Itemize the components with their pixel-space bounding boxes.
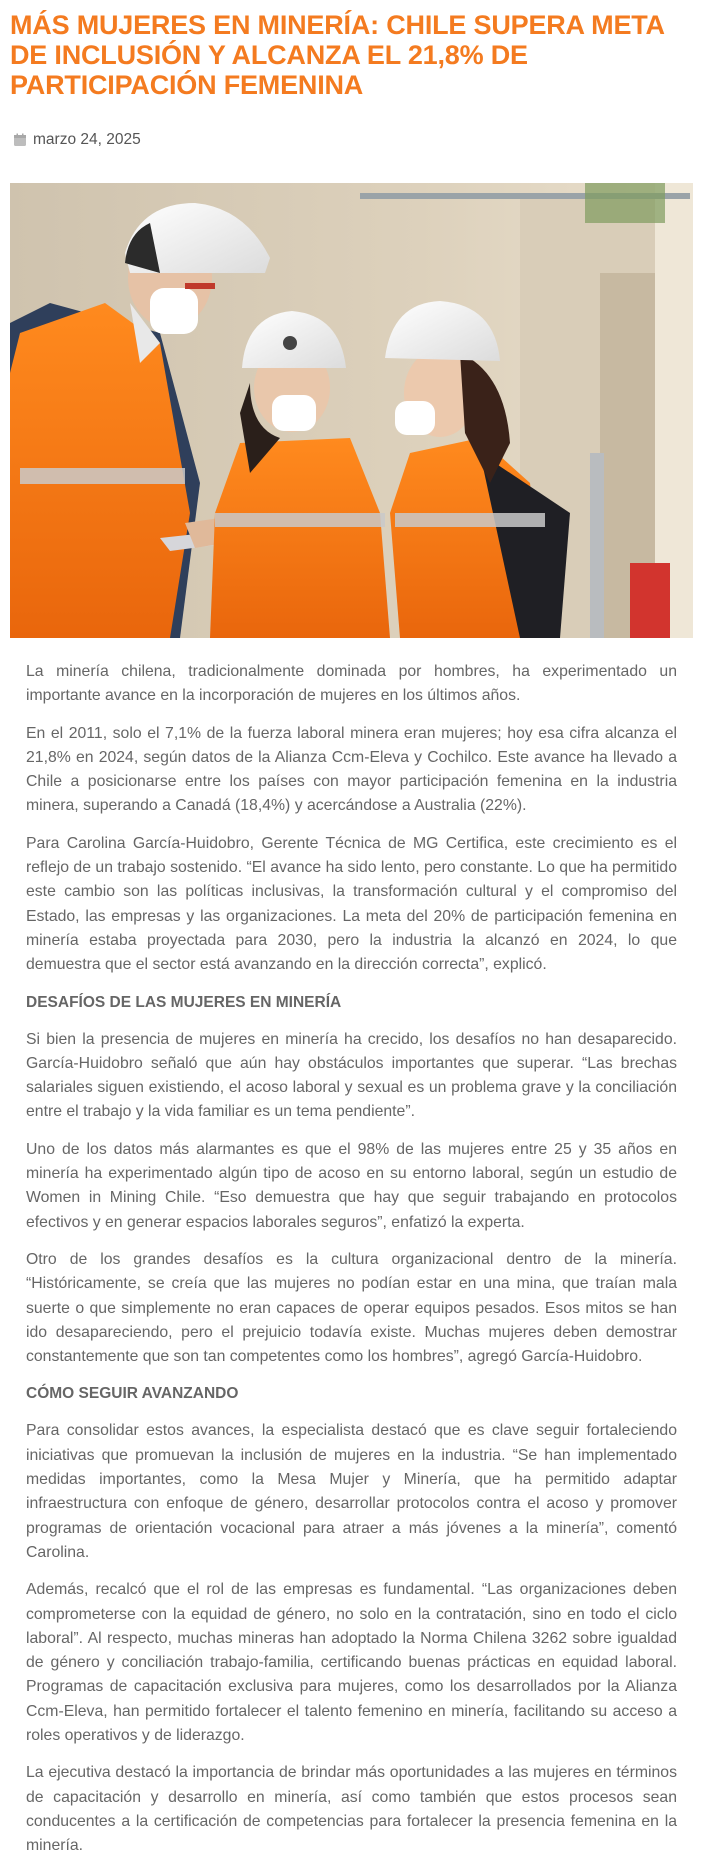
- paragraph: La minería chilena, tradicionalmente dominada por hombres, ha experimentado un importante avance en la incorporación de mujeres en los últimos años.: [26, 663, 677, 705]
- paragraph: La ejecutiva destacó la importancia de brindar más oportunidades a las mujeres en términos de capacitación y desarrollo en minería, así como también que estos procesos sean conducentes a la certificación de competencias para fortalecer la presencia femenina en la minería.: [26, 1764, 677, 1855]
- article-title: MÁS MUJERES EN MINERÍA: CHILE SUPERA META DE INCLUSIÓN Y ALCANZA EL 21,8% DE PARTICIPACIÓN FEMENINA: [10, 10, 664, 100]
- paragraph: Uno de los datos más alarmantes es que el 98% de las mujeres entre 25 y 35 años en minería ha experimentado algún tipo de acoso en su entorno laboral, según un estudio de Women in Mining Chile. “Eso demuestra que hay que seguir trabajando en protocolos efectivos y en generar espacios laborales seguros”, enfatizó la experta.: [26, 1140, 677, 1231]
- section-heading: CÓMO SEGUIR AVANZANDO: [26, 1385, 239, 1403]
- article-body: [0, 638, 701, 1858]
- section-heading: DESAFÍOS DE LAS MUJERES EN MINERÍA: [26, 993, 342, 1011]
- paragraph: Si bien la presencia de mujeres en minería ha crecido, los desafíos no han desaparecido. García-Huidobro señaló que aún hay obstáculos importantes que superar. “Las brechas salariales siguen existiendo, el acoso laboral y sexual es un problema grave y la conciliación entre el trabajo y la vida familiar es un tema pendiente”.: [26, 1030, 677, 1121]
- paragraph: Para consolidar estos avances, la especialista destacó que es clave seguir fortaleciendo iniciativas que promuevan la inclusión de mujeres en la industria. “Se han implementado medidas importantes, como la Mesa Mujer y Minería, que ha permitido adaptar infraestructura con enfoque de género, desarrollar protocolos contra el acoso y promover programas de orientación vocacional para atraer a más jóvenes a la minería”, comentó Carolina.: [26, 1422, 677, 1561]
- article-date: marzo 24, 2025: [33, 131, 141, 148]
- paragraph: Además, recalcó que el rol de las empresas es fundamental. “Las organizaciones deben comprometerse con la equidad de género, no solo en la contratación, sino en todo el ciclo laboral”. Al respecto, muchas mineras han adoptado la Norma Chilena 3262 sobre igualdad de género y conciliación trabajo-familia, certificando buenas prácticas en equidad laboral. Programas de capacitación exclusiva para mujeres, como los desarrollados por la Alianza Ccm-Eleva, han permitido fortalecer el talento femenino en minería, facilitando su acceso a roles operativos y de liderazgo.: [26, 1581, 677, 1744]
- paragraph: Para Carolina García-Huidobro, Gerente Técnica de MG Certifica, este crecimiento es el reflejo de un trabajo sostenido. “El avance ha sido lento, pero constante. Lo que ha permitido este cambio son las políticas inclusivas, la transformación cultural y el compromiso del Estado, las empresas y las organizaciones. La meta del 20% de participación femenina en minería estaba proyectada para 2030, pero la industria la alcanzó en 2024, lo que demuestra que el sector está avanzando en la dirección correcta”, explicó.: [26, 834, 677, 974]
- paragraph: Otro de los grandes desafíos es la cultura organizacional dentro de la minería. “Históricamente, se creía que las mujeres no podían estar en una mina, que traían mala suerte o que simplemente no eran capaces de operar equipos pesados. Esos mitos se han ido desapareciendo, pero el prejuicio todavía existe. Muchas mujeres deben demostrar constantemente que son tan competentes como los hombres”, agregó García-Huidobro.: [26, 1250, 677, 1366]
- paragraph: En el 2011, solo el 7,1% de la fuerza laboral minera eran mujeres; hoy esa cifra alcanza el 21,8% en 2024, según datos de la Alianza Ccm-Eleva y Cochilco. Este avance ha llevado a Chile a posicionarse entre los países con mayor participación femenina en la industria minera, superando a Canadá (18,4%) y acercándose a Australia (22%).: [26, 724, 677, 815]
- article-meta: [13, 131, 701, 149]
- calendar-icon: [13, 133, 27, 147]
- hero-image: [10, 183, 693, 638]
